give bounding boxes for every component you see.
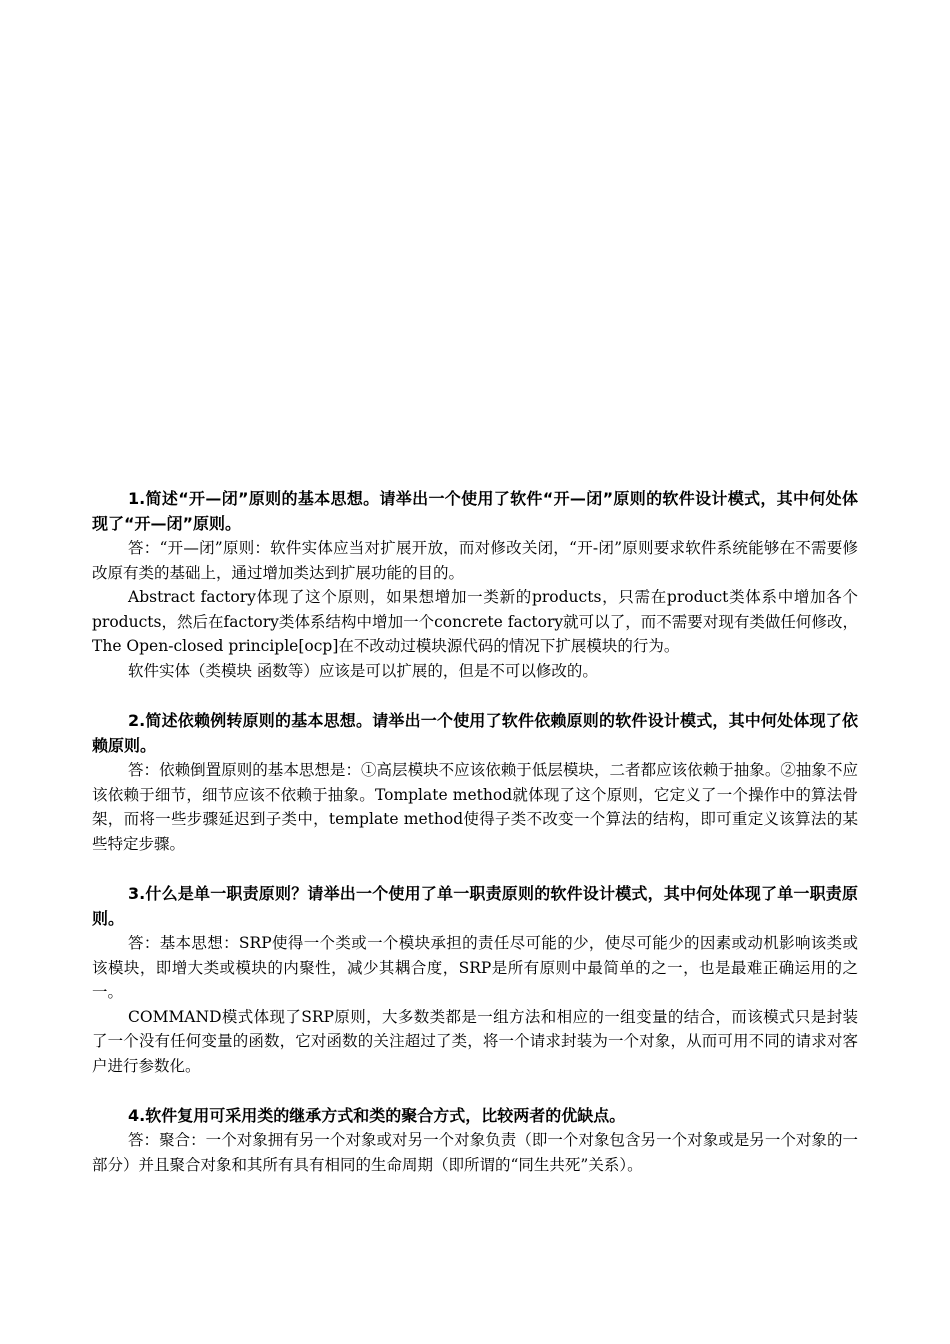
section-2 (92, 708, 858, 856)
section-3 (92, 881, 858, 1078)
document-body (92, 486, 858, 1177)
question-2-heading: 2.简述依赖例转原则的基本思想。请举出一个使用了软件依赖原则的软件设计模式，其中何处体现了依赖原则。 (92, 711, 858, 755)
question-3-heading: 3.什么是单一职责原则？请举出一个使用了单一职责原则的软件设计模式，其中何处体现了单一职责原则。 (92, 884, 858, 928)
section-spacer (92, 856, 858, 881)
answer-1-paragraph-2: Abstract factory体现了这个原则，如果想增加一类新的products，只需在product类体系中增加各个products，然后在factory类体系结构中增加一个concrete factory就可以了，而不需要对现有类做任何修改，The Open-closed principle[ocp]在不改动过模块源代码的情况下扩展模块的行为。 (92, 588, 858, 655)
answer-1-paragraph-1: 答：“开—闭”原则：软件实体应当对扩展开放，而对修改关闭，“开-闭”原则要求软件系统能够在不需要修改原有类的基础上，通过增加类达到扩展功能的目的。 (92, 539, 858, 582)
section-4 (92, 1103, 858, 1177)
section-1 (92, 486, 858, 683)
section-spacer (92, 683, 858, 708)
question-1-heading: 1.简述“开—闭”原则的基本思想。请举出一个使用了软件“开—闭”原则的软件设计模式，其中何处体现了“开—闭”原则。 (92, 489, 858, 533)
section-spacer (92, 1078, 858, 1103)
answer-4-paragraph-1: 答：聚合：一个对象拥有另一个对象或对另一个对象负责（即一个对象包含另一个对象或是另一个对象的一部分）并且聚合对象和其所有具有相同的生命周期（即所谓的“同生共死”关系）。 (92, 1131, 858, 1174)
answer-1-paragraph-3: 软件实体（类模块 函数等）应该是可以扩展的，但是不可以修改的。 (128, 661, 598, 680)
question-4-heading: 4.软件复用可采用类的继承方式和类的聚合方式，比较两者的优缺点。 (128, 1106, 626, 1125)
answer-3-paragraph-1: 答：基本思想：SRP使得一个类或一个模块承担的责任尽可能的少，使尽可能少的因素或动机影响该类或该模块，即增大类或模块的内聚性，减少其耦合度，SRP是所有原则中最简单的之一，也是最难正确运用的之一。 (92, 934, 858, 1001)
answer-3-paragraph-2: COMMAND模式体现了SRP原则，大多数类都是一组方法和相应的一组变量的结合，而该模式只是封装了一个没有任何变量的函数，它对函数的关注超过了类，将一个请求封装为一个对象，从而可用不同的请求对客户进行参数化。 (92, 1007, 858, 1075)
answer-2-paragraph-1: 答：依赖倒置原则的基本思想是：①高层模块不应该依赖于低层模块，二者都应该依赖于抽象。②抽象不应该依赖于细节，细节应该不依赖于抽象。Tomplate method就体现了这个原则，它定义了一个操作中的算法骨架，而将一些步骤延迟到子类中，template method使得子类不改变一个算法的结构，即可重定义该算法的某些特定步骤。 (92, 761, 858, 853)
